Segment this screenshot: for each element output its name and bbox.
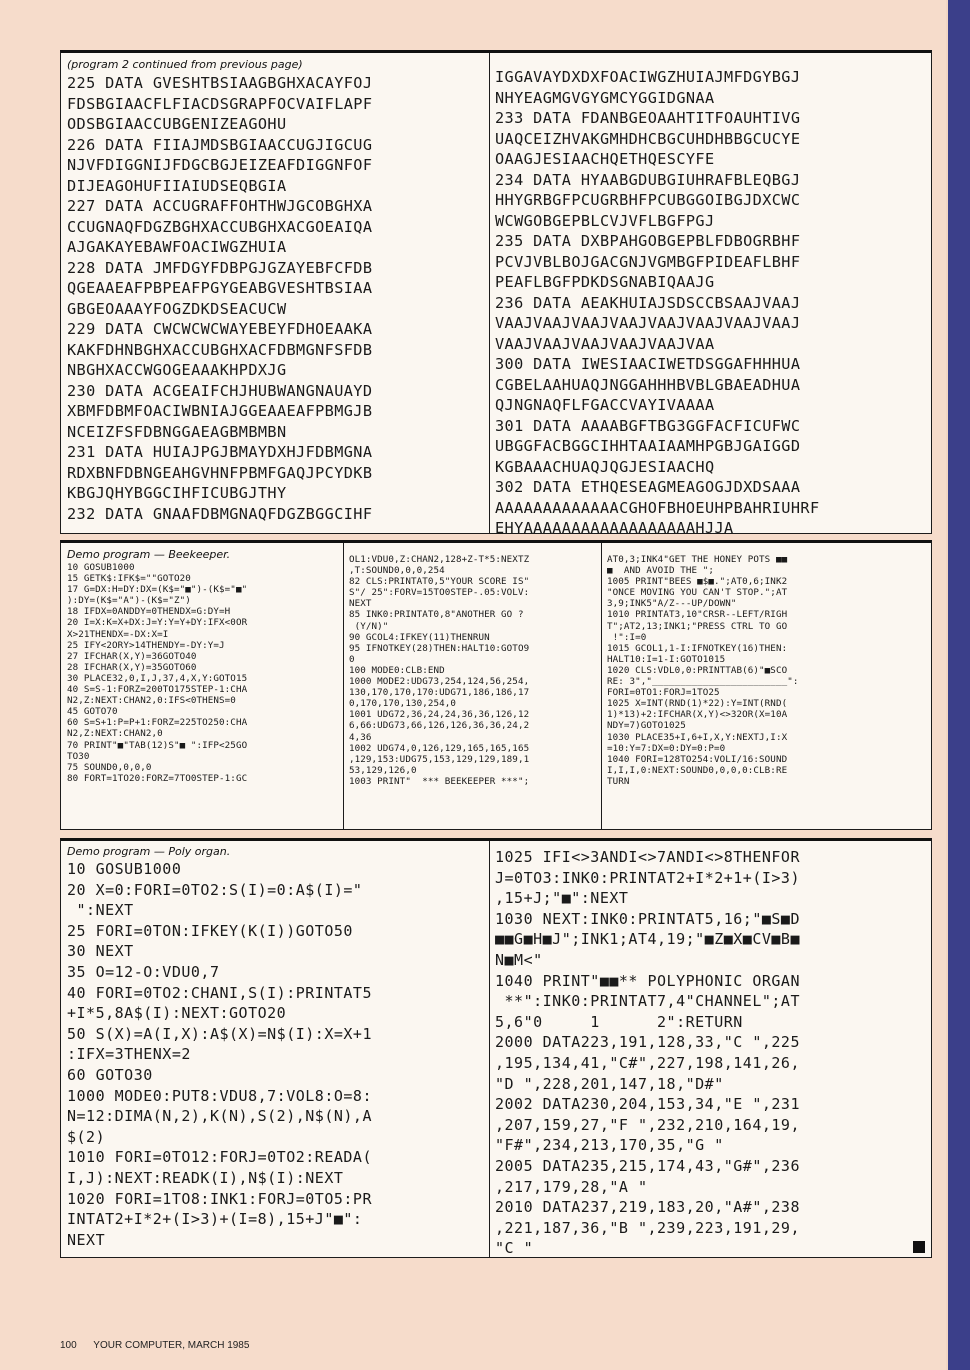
code-line: 0 [349, 653, 355, 665]
code-line: N2,Z:NEXT:CHAN2,0 [67, 728, 163, 740]
code-line: $(2) [67, 1127, 106, 1146]
code-line: 1025 IFI<>3ANDI<>7ANDI<>8THENFOR [495, 848, 800, 866]
code-line: 1003 PRINT" *** BEEKEEPER ***"; [349, 775, 530, 787]
code-line: 300 DATA IWESIAACIWETDSGGAFHHHUA [495, 355, 801, 373]
code-line: XBMFDBMFOACIWBNIAJGGEAAEAFPBMGJB [67, 402, 373, 420]
code-line: INTAT2+I*2+(I>3)+(I=8),15+J"■": [67, 1210, 363, 1229]
code-line: 27 IFCHAR(X,Y)=36GOTO40 [67, 650, 197, 662]
program-2-left-listing [67, 73, 487, 524]
code-line: 234 DATA HYAABGDUBGIUHRAFBLEQBGJ [495, 170, 801, 189]
poly-organ-right-listing [495, 847, 927, 1258]
poly-organ-program-box [60, 838, 932, 1258]
code-line: 45 GOTO70 [67, 706, 118, 718]
code-line: 226 DATA FIIAJMDSBGIAACCUGJIGCUG [67, 135, 373, 154]
code-line: 1025 X=INT(RND(1)*22):Y=INT(RND( [607, 698, 788, 710]
code-line: 1010 FORI=0TO12:FORJ=0TO2:READA( [67, 1148, 372, 1167]
code-line: 302 DATA ETHQESEAGMEAGOGJDXDSAAA [495, 478, 801, 496]
end-of-listing-mark [913, 1241, 925, 1253]
code-line: I,I,I,0:NEXT:SOUND0,0,0,0:CLB:RE [607, 764, 788, 776]
code-line: 227 DATA ACCUGRAFFOHTHWJGCOBGHXA [67, 197, 373, 215]
code-line: 40 S=S-1:FORZ=200TO175STEP-1:CHA [67, 684, 248, 696]
code-line: 30 NEXT [67, 942, 134, 961]
code-line: 0,170,170,130,254,0 [349, 698, 456, 710]
code-line: 2000 DATA223,191,128,33,"C ",225 [495, 1033, 800, 1052]
page-edge-band [948, 0, 970, 1370]
code-line: X>21THENDX=-DX:X=I [67, 628, 169, 640]
code-line: 25 FORI=0TON:IFKEY(K(I))GOTO50 [67, 921, 353, 940]
code-line: I,J):NEXT:READK(I),N$(I):NEXT [67, 1168, 344, 1187]
code-line: AT0,3;INK4"GET THE HONEY POTS ■■ [607, 554, 788, 565]
code-line: 1005 PRINT"BEES ■$■.";AT0,6;INK2 [607, 576, 788, 588]
code-line: ■ AND AVOID THE "; [607, 565, 714, 577]
code-line: 53,129,126,0 [349, 764, 417, 776]
code-line: 228 DATA JMFDGYFDBPGJGZAYEBFCFDB [67, 258, 373, 277]
code-line: 100 MODE0:CLB:END [349, 664, 445, 676]
poly-organ-caption: Demo program — Poly organ. [67, 845, 231, 858]
code-line: 10 GOSUB1000 [67, 860, 182, 878]
code-line: 60 GOTO30 [67, 1065, 153, 1084]
page-footer [60, 1340, 249, 1351]
code-line: VAAJVAAJVAAJVAAJVAAJVAA [495, 334, 715, 353]
code-line: CCUGNAQFDGZBGHXACCUBGHXACGOEAIQA [67, 217, 373, 236]
code-line: 229 DATA CWCWCWCWAYEBEYFDHOEAAKA [67, 320, 373, 338]
code-line: ,T:SOUND0,0,0,254 [349, 565, 445, 577]
continuation-caption: (program 2 continued from previous page) [67, 58, 303, 71]
code-line: ,195,134,41,"C#",227,198,141,26, [495, 1053, 800, 1072]
code-line: ,217,179,28,"A " [495, 1177, 648, 1196]
program-2-continued-box [60, 50, 932, 534]
code-line: 1000 MODE0:PUT8:VDU8,7:VOL8:O=8: [67, 1086, 372, 1105]
code-line: !":I=0 [607, 631, 647, 643]
code-line: 82 CLS:PRINTAT0,5"YOUR SCORE IS" [349, 576, 530, 588]
code-line: 75 SOUND0,0,0,0 [67, 761, 152, 773]
code-line: ,129,153:UDG75,153,129,129,189,1 [349, 753, 530, 765]
code-line: 225 DATA GVESHTBSIAAGBGHXACAYFOJ [67, 74, 373, 92]
code-line: UBGGFACBGGCIHHTAAIAAMHPGBJGAIGGD [495, 437, 801, 455]
code-line: NBGHXACCWGOGEAAAKHPDXJG [67, 361, 287, 379]
code-line: ):DY=(K$="A")-(K$="Z") [67, 595, 191, 607]
page-number: 100 [60, 1340, 77, 1351]
code-line: 15 GETK$:IFK$=""GOTO20 [67, 573, 191, 585]
code-line: NEXT [349, 598, 372, 610]
code-line: 2005 DATA235,215,174,43,"G#",236 [495, 1156, 800, 1175]
beekeeper-listing-2 [349, 554, 599, 787]
column-divider [343, 543, 344, 829]
code-line: PCVJVBLBOJGACGNJVGMBGFPIDEAFLBHF [495, 252, 801, 271]
code-line: EHYAAAAAAAAAAAAAAAAAAHJJA [495, 519, 734, 534]
beekeeper-column-3 [607, 554, 929, 830]
code-line: 2010 DATA237,219,183,20,"A#",238 [495, 1198, 800, 1217]
beekeeper-listing-1 [67, 562, 341, 784]
code-line: 25 IFY<2ORY>14THENDY=-DY:Y=J [67, 639, 225, 651]
code-line: N=12:DIMA(N,2),K(N),S(2),N$(N),A [67, 1107, 372, 1126]
code-line: 60 S=S+1:P=P+1:FORZ=225TO250:CHA [67, 717, 248, 729]
code-line: RE: 3","________________________": [607, 676, 799, 688]
code-line: OL1:VDU0,Z:CHAN2,128+Z-T*5:NEXTZ [349, 554, 530, 565]
code-line: 35 O=12-O:VDU0,7 [67, 962, 220, 981]
code-line: OAAGJESIAACHQETHQESCYFE [495, 150, 715, 168]
code-line: =10:Y=7:DX=0:DY=0:P=0 [607, 742, 726, 754]
code-line: **":INK0:PRINTAT7,4"CHANNEL";AT [495, 992, 800, 1011]
code-line: :IFX=3THENX=2 [67, 1045, 191, 1064]
code-line: 85 INK0:PRINTAT0,8"ANOTHER GO ? [349, 609, 524, 621]
code-line: 1040 FORI=128TO254:VOLI/16:SOUND [607, 753, 788, 765]
code-line: RDXBNFDBNGEAHGVHNFPBMFGAQJPCYDKB [67, 463, 373, 482]
code-line: 17 G=DX:H=DY:DX=(K$="■")-(K$="■" [67, 584, 248, 596]
code-line: GBGEOAAAYFOGZDKDSEACUCW [67, 299, 287, 318]
code-line: J=0TO3:INK0:PRINTAT2+I*2+1+(I>3) [495, 868, 800, 887]
code-line: ":NEXT [67, 901, 134, 920]
code-line: ,207,159,27,"F ",232,210,164,19, [495, 1115, 800, 1134]
code-line: 130,170,170,170:UDG71,186,186,17 [349, 687, 530, 699]
code-line: QGEAAEAFPBPEAFPGYGEABGVESHTBSIAA [67, 279, 373, 297]
code-line: IGGAVAYDXDXFOACIWGZHUIAJMFDGYBGJ [495, 68, 801, 86]
code-line: 10 GOSUB1000 [67, 562, 135, 573]
code-line: 30 PLACE32,0,I,J,37,4,X,Y:GOTO15 [67, 672, 248, 684]
column-divider [489, 53, 490, 533]
code-line: 50 S(X)=A(I,X):A$(X)=N$(I):X=X+1 [67, 1024, 372, 1043]
code-line: VAAJVAAJVAAJVAAJVAAJVAAJVAAJVAAJ [495, 314, 801, 332]
code-line: 301 DATA AAAABGFTBG3GGFACFICUFWC [495, 416, 801, 435]
column-divider [489, 841, 490, 1257]
code-line: 1030 PLACE35+I,6+I,X,Y:NEXTJ,I:X [607, 731, 788, 743]
poly-organ-left-column [67, 845, 487, 1257]
code-line: NCEIZFSFDBNGGAEAGBMBMBN [67, 422, 287, 441]
code-line: DIJEAGOHUFIIAIUDSEQBGIA [67, 176, 287, 195]
code-line: NDY=7)GOTO1025 [607, 720, 686, 732]
column-divider [601, 543, 602, 829]
code-line: "F#",234,213,170,35,"G " [495, 1136, 724, 1155]
code-line: (Y/N)" [349, 620, 389, 632]
code-line: 1020 FORI=1TO8:INK1:FORJ=0TO5:PR [67, 1189, 372, 1208]
code-line: 90 GCOL4:IFKEY(11)THENRUN [349, 631, 490, 643]
code-line: 1040 PRINT"■■** POLYPHONIC ORGAN [495, 971, 800, 990]
code-line: 236 DATA AEAKHUIAJSDSCCBSAAJVAAJ [495, 293, 801, 312]
code-line: 70 PRINT"■"TAB(12)S"■ ":IFP<25GO [67, 739, 248, 751]
code-line: HALT10:I=1-I:GOTO1015 [607, 653, 726, 665]
code-line: 20 X=0:FORI=0TO2:S(I)=0:A$(I)=" [67, 880, 363, 899]
code-line: 18 IFDX=0ANDDY=0THENDX=G:DY=H [67, 606, 231, 618]
beekeeper-listing-3 [607, 554, 929, 787]
poly-organ-right-column [495, 847, 927, 1258]
code-line: "ONCE MOVING YOU CAN'T STOP.";AT [607, 587, 788, 599]
code-line: KAKFDHNBGHXACCUBGHXACFDBMGNFSFDB [67, 340, 373, 359]
code-line: ODSBGIAACCUBGENIZEAGOHU [67, 115, 287, 133]
program-2-left-column [67, 58, 487, 533]
code-line: 233 DATA FDANBGEOAAHTITFOAUHTIVG [495, 109, 801, 127]
code-line: PEAFLBGFPDKDSGNABIQAAJG [495, 273, 715, 291]
code-line: 3,9;INK5"A/Z---UP/DOWN" [607, 598, 737, 610]
code-line: KBGJQHYBGGCIHFICUBGJTHY [67, 484, 287, 502]
code-line: KGBAAACHUAQJQGJESIAACHQ [495, 457, 715, 476]
code-line: CGBELAAHUAQJNGGAHHHBVBLGBAEADHUA [495, 375, 801, 394]
beekeeper-column-2 [349, 554, 599, 830]
code-line: QJNGNAQFLFGACCVAYIVAAAA [495, 396, 715, 414]
magazine-issue: YOUR COMPUTER, MARCH 1985 [93, 1340, 250, 1351]
code-line: NJVFDIGGNIJFDGCBGJEIZEAFDIGGNFOF [67, 156, 373, 174]
code-line: ,221,187,36,"B ",239,223,191,29, [495, 1218, 800, 1237]
code-line: 1001 UDG72,36,24,24,36,36,126,12 [349, 709, 530, 721]
program-2-right-listing [495, 67, 927, 534]
code-line: HHYGRBGFPCUGRBHFPCUBGGOIBGJDXCWC [495, 191, 801, 209]
code-line: 1010 PRINTAT3,10"CRSR--LEFT/RIGH [607, 609, 788, 621]
code-line: UAQCEIZHVAKGMHDHCBGCUHDHBBGCUCYE [495, 129, 801, 148]
code-line: FORI=0TO1:FORJ=1TO25 [607, 687, 720, 699]
code-line: 5,6"0 1 2":RETURN [495, 1012, 743, 1031]
beekeeper-caption: Demo program — Beekeeper. [67, 548, 231, 561]
code-line: 95 IFNOTKEY(28)THEN:HALT10:GOTO9 [349, 642, 530, 654]
poly-organ-left-listing [67, 859, 487, 1250]
code-line: 2002 DATA230,204,153,34,"E ",231 [495, 1095, 800, 1114]
code-line: 6,66:UDG73,66,126,126,36,36,24,2 [349, 720, 530, 732]
code-line: ,15+J;"■":NEXT [495, 889, 629, 908]
code-line: 230 DATA ACGEAIFCHJHUBWANGNAUAYD [67, 381, 373, 400]
code-line: 1015 GCOL1,1-I:IFNOTKEY(16)THEN: [607, 642, 788, 654]
code-line: 1)*13)+2:IFCHAR(X,Y)<>32OR(X=10A [607, 709, 788, 721]
code-line: NEXT [67, 1230, 106, 1249]
code-line: 235 DATA DXBPAHGOBGEPBLFDBOGRBHF [495, 232, 801, 250]
code-line: 40 FORI=0TO2:CHANI,S(I):PRINTAT5 [67, 983, 372, 1002]
code-line: N■M<" [495, 950, 543, 969]
code-line: S"/ 25":FORV=15TO0STEP-.05:VOLV: [349, 587, 530, 599]
code-line: "D ",228,201,147,18,"D#" [495, 1074, 724, 1093]
program-2-right-column [495, 67, 927, 534]
code-line: N2,Z:NEXT:CHAN2,0:IFS<0THENS=0 [67, 695, 236, 707]
code-line: FDSBGIAACFLFIACDSGRAPFOCVAIFLAPF [67, 94, 373, 113]
code-line: NHYEAGMGVGYGMCYGGIDGNAA [495, 88, 715, 107]
code-line: +I*5,8A$(I):NEXT:GOTO20 [67, 1004, 287, 1023]
code-line: 80 FORT=1TO20:FORZ=7TO0STEP-1:GC [67, 772, 248, 784]
code-line: T";AT2,13;INK1;"PRESS CTRL TO GO [607, 620, 788, 632]
beekeeper-program-box [60, 540, 932, 830]
code-line: AAAAAAAAAAAAACGHOFBHOEUHPBAHRIUHRF [495, 498, 820, 517]
code-line: ■■G■H■J";INK1;AT4,19;"■Z■X■CV■B■ [495, 930, 800, 949]
code-line: 231 DATA HUIAJPGJBMAYDXHJFDBMGNA [67, 443, 373, 461]
code-line: 1000 MODE2:UDG73,254,124,56,254, [349, 676, 530, 688]
code-line: 4,36 [349, 731, 372, 743]
code-line: WCWGOBGEPBLCVJVFLBGFPGJ [495, 211, 715, 230]
code-line: AJGAKAYEBAWFOACIWGZHUIA [67, 238, 287, 256]
code-line: TO30 [67, 750, 90, 762]
beekeeper-column-1 [67, 548, 341, 830]
code-line: "C " [495, 1239, 534, 1258]
code-line: 1020 CLS:VDL0,0:PRINTTAB(6)"■SCO [607, 664, 788, 676]
code-line: 20 I=X:K=X+DX:J=Y:Y=Y+DY:IFX<0OR [67, 617, 248, 629]
code-line: 28 IFCHAR(X,Y)=35GOTO60 [67, 661, 197, 673]
code-line: TURN [607, 775, 630, 787]
code-line: 232 DATA GNAAFDBMGNAQFDGZBGGCIHF [67, 504, 373, 523]
code-line: 1002 UDG74,0,126,129,165,165,165 [349, 742, 530, 754]
code-line: 1030 NEXT:INK0:PRINTAT5,16;"■S■D [495, 909, 800, 928]
